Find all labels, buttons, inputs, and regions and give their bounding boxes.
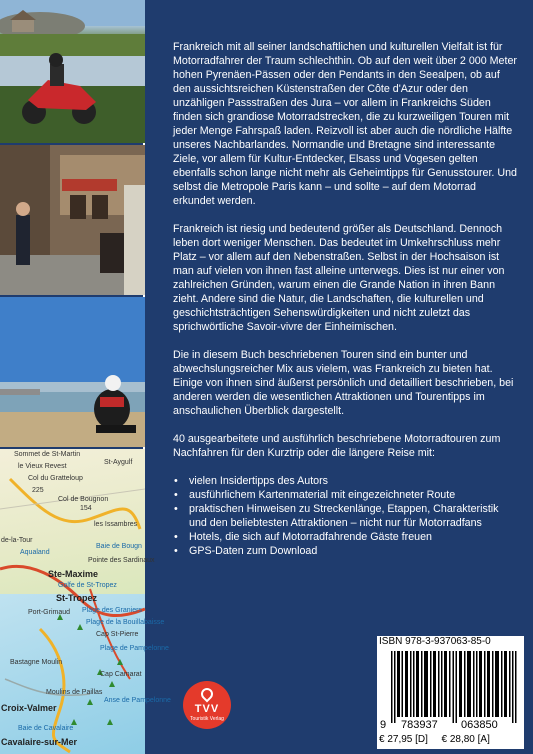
- map-label: Baie de Bougn: [96, 543, 142, 550]
- map-label: Port-Grimaud: [28, 609, 71, 616]
- map-label: Col du Gratteloup: [28, 475, 83, 482]
- village-street-illustration: [0, 145, 145, 295]
- publisher-subtitle: Touristik Verlag: [190, 716, 224, 722]
- features-intro: 40 ausgearbeitete und ausführlich beschriebene Motorradtouren zum Nachfahren für den Kurztrip oder die längere Reise mit:: [173, 433, 501, 459]
- map-label: Col de Bougnon: [58, 496, 109, 503]
- map-label: Moulins de Paillas: [46, 689, 103, 696]
- map-label: Cap St-Pierre: [96, 631, 139, 638]
- map-label: Anse de Pampelonne: [104, 697, 171, 704]
- map-label: Ste-Maxime: [48, 569, 99, 579]
- map-label: Aqualand: [20, 549, 50, 556]
- coastal-motorcycle-illustration: [0, 0, 145, 143]
- price-line: [379, 734, 490, 745]
- feature-item: • ausführlichem Kartenmaterial mit eingezeichneter Route: [173, 488, 518, 502]
- location-pin-icon: [199, 686, 216, 703]
- map-label: 225: [32, 487, 44, 494]
- publisher-name: TVV: [194, 703, 220, 715]
- beach-illustration: [0, 297, 145, 447]
- map-label: 154: [80, 505, 92, 512]
- photo-strip: [0, 0, 171, 752]
- barcode-digit-first: 9: [380, 719, 387, 731]
- publisher-logo: [183, 681, 231, 729]
- price-austria: € 28,80 [A]: [441, 734, 490, 745]
- map-label: Plage de la Bouillabaisse: [86, 619, 165, 626]
- feature-item: • vielen Insidertipps des Autors: [173, 474, 518, 488]
- barcode-icon: [391, 651, 519, 723]
- map-label: Croix-Valmer: [1, 703, 57, 713]
- map-label: Baie de Cavalaire: [18, 725, 74, 732]
- map-label: Golfe de St-Tropez: [58, 582, 117, 589]
- map-label: le Vieux Revest: [18, 463, 67, 470]
- route-map: [0, 449, 171, 752]
- isbn-barcode-box: [377, 636, 524, 749]
- map-label: les Issambres: [94, 521, 138, 528]
- back-cover-text: [173, 40, 518, 558]
- beach-photo: [0, 297, 145, 447]
- map-label: Cap Camarat: [100, 671, 142, 678]
- intro-paragraph: Frankreich mit all seiner landschaftlichen und kulturellen Vielfalt ist für Motorradfahrer der Traum schlechthin. Ob auf den weit über 2 000 Meter hohen Pyrenäen-Pässen oder den Pendants in den Seealpen, ob auf den aussichtsreichen Küstenstraßen der Côte d'Azur oder den unzähligen Passstraßen des Jura – vor allem in Frankreichs Süden finden sich grandiose Motorradstrecken, die zu kurzweiligen Touren mit jeder Menge Fahrspaß laden. Reizvoll ist aber auch die nördliche Hälfte unseres Nachbarlandes. Normandie und Bretagne sind interessante Ziele, vor allem für Kultur-Entdecker, Elsass und Vogesen gelten ebenfalls schon lange nicht mehr als Geheimtipps für Genusstourer. Und selbst die Metropole Paris kann – und sollte – auf dem Motorrad erkundet werden.: [173, 41, 517, 207]
- village-street-photo: [0, 145, 145, 295]
- barcode-digits-left: 783937: [401, 719, 438, 731]
- map-label: Plage des Graniers: [82, 607, 142, 614]
- map-label: Bastagne Moulin: [10, 659, 63, 666]
- barcode-digits-right: 063850: [461, 719, 498, 731]
- size-paragraph: Frankreich ist riesig und bedeutend größer als Deutschland. Dennoch leben dort weniger Menschen. Das bedeutet im Umkehrschluss mehr Platz – vor allem auf den Nebenstraßen. Selbst in der Hochsaison ist man auf vielen von ihnen fast alleine unterwegs. Dies ist nur einer von zahlreichen Gründen, warum einen die Grande Nation in ihren Bann zieht. Andere sind die Natur, die Landschaften, die kulturellen und geschichtsträchtigen Sehenswürdigkeiten und nicht zuletzt das sprichwörtliche Savoir-vivre der Einheimischen.: [173, 223, 505, 333]
- map-label: Cavalaire-sur-Mer: [1, 737, 78, 747]
- feature-item: • Hotels, die sich auf Motorradfahrende Gäste freuen: [173, 530, 518, 544]
- map-label: St-Tropez: [56, 593, 98, 603]
- isbn-number: ISBN 978-3-937063-85-0: [379, 636, 491, 647]
- map-label: Sommet de St-Martin: [14, 451, 81, 458]
- map-label: Plage de Pampelonne: [100, 645, 169, 652]
- coastal-motorcycle-photo: [0, 0, 145, 143]
- feature-item: • praktischen Hinweisen zu Streckenlänge, Etappen, Charakteristik und den beliebtesten Attraktionen – nicht nur für Motorradfans: [173, 502, 518, 530]
- tours-paragraph: Die in diesem Buch beschriebenen Touren sind ein bunter und abwechslungsreicher Mix aus vielem, was Frankreich zu bieten hat. Einige von ihnen sind äußerst persönlich und detailliert beschrieben, bei anderen werden die wesentlichen Attraktionen und Tourentipps im anschaulichen Überblick dargestellt.: [173, 349, 514, 417]
- map-label: de-la-Tour: [1, 537, 33, 544]
- feature-list: [173, 474, 518, 558]
- price-germany: € 27,95 [D]: [379, 734, 428, 745]
- map-label: St-Aygulf: [104, 459, 133, 466]
- feature-item: • GPS-Daten zum Download: [173, 544, 518, 558]
- map-label: Pointe des Sardinaux: [88, 557, 155, 564]
